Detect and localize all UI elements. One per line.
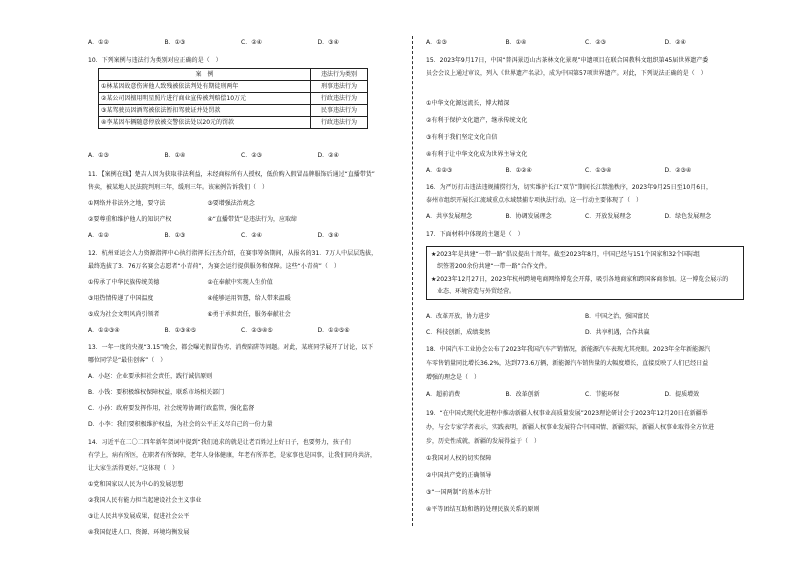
option-b: B．①④ <box>164 152 186 159</box>
case-cell: ④李某因车辆随意停放被交警依法处以20元的罚款 <box>99 117 311 129</box>
option-a: A．超前消费 <box>426 391 461 398</box>
option-c: C．节能环保 <box>585 391 620 398</box>
q10-options <box>88 153 394 159</box>
q19-line: 19．“在中国式现代化进程中推动新疆人权事业高质量发展”2023理论研讨会于2023年12月20日在新疆举 <box>426 410 708 417</box>
case-cell: ①林某因故意伤害他人致残被依法判处有期徒刑两年 <box>99 81 311 93</box>
q10-table <box>98 68 368 129</box>
option-b: B．①②④ <box>505 167 532 174</box>
q11-options <box>88 233 394 239</box>
column-divider <box>412 36 413 526</box>
q13-line: C．小孙：政府要发挥作用，社会统筹协调行政监管，强化监督 <box>88 405 255 412</box>
option-d: D．②④ <box>317 152 339 159</box>
type-cell: 民事违法行为 <box>311 105 368 117</box>
material-line: 织签署200余份共建“一带一路”合作文件。 <box>431 263 551 270</box>
q17-material-box <box>426 246 744 300</box>
q15-line: ②有利于保护文化遗产，继承传统文化 <box>426 117 528 124</box>
q17-stem: 17．下面材料中体现的主题是（ ） <box>426 231 524 238</box>
type-cell: 刑事违法行为 <box>311 81 368 93</box>
q11-line: ②要尊重和维护他人的知识产权 ④“直播带货”是违法行为，应取缔 <box>88 216 297 223</box>
q15-line: ④有利于让中华文化成为世界主导文化 <box>426 151 528 158</box>
type-cell: 行政违法行为 <box>311 117 368 129</box>
option-c: C．科技创新，成绩斐然 <box>426 329 491 336</box>
option-a: A．①②③ <box>426 167 453 174</box>
option-b: B．①③ <box>164 232 186 239</box>
option-b: B．①④ <box>505 39 527 46</box>
option-b: B．改革创新 <box>505 391 540 398</box>
option-b: B．中国之治，强国富民 <box>585 313 650 320</box>
q12-line: ⑤成为社会文明风尚引领者 ⑥勇于承担责任，服务奉献社会 <box>88 311 291 318</box>
q14-line: ②我国人民有能力担当起建设社会主义事业 <box>88 497 202 504</box>
q14-line: ①党和国家以人民为中心的发展思想 <box>88 481 184 488</box>
q13-line: D．小李：我们要积极维护权益，为社会的公平正义尽自己的一份力量 <box>88 421 273 428</box>
option-a: A．①②③④ <box>88 327 120 334</box>
option-b: B．①③④⑤ <box>164 327 197 334</box>
q14-line: 让大家生活得更好。”这体现（ ） <box>88 465 179 472</box>
option-a: A．①② <box>88 232 109 239</box>
option-c: C．②③④⑤ <box>241 327 273 334</box>
option-b: B．①③ <box>164 39 186 46</box>
option-d: D．绿色发展理念 <box>664 213 712 220</box>
q19-line: ①我国对人权的切实保障 <box>426 455 492 462</box>
q12-line: ①传承了中华民族传统美德 ②在奉献中实现人生价值 <box>88 279 273 286</box>
q16-line: 16．为严厉打击违法违规捕捞行为，切实维护长江“双节”期间长江禁渔秩序，2023年9月25日至10月6日， <box>426 184 713 191</box>
material-line: ★2023年12月27日，2023年杭州跨境电商网络博览会开幕，吸引各地商家和跨国客商参加。这一博览会展示的 <box>431 276 729 283</box>
option-a: A．①③ <box>88 152 109 159</box>
option-c: C．②③ <box>241 152 262 159</box>
table-row <box>99 93 368 105</box>
q13-line: 13．一年一度的央视“3.15”晚会，都会曝光假冒伪劣、消费陷阱等问题。对此，某班同学展开了讨论，以下 <box>88 344 374 351</box>
option-c: C．①③④ <box>585 167 612 174</box>
q15-line: ①中华文化源远流长，博大精深 <box>426 100 510 107</box>
header-case: 案 例 <box>99 69 311 81</box>
q10-stem: 10．下列案例与违法行为类别对应正确的是（ ） <box>88 57 222 64</box>
q19-line: 步，历史性成就，新疆的发展得益于（ ） <box>426 438 541 445</box>
case-cell: ③某驾驶员因酒驾被依法暂扣驾驶证并处罚款 <box>99 105 311 117</box>
option-d: D．②③④ <box>664 167 692 174</box>
option-c: C．②④ <box>241 232 262 239</box>
case-cell: ②某公司因擅用明星照片进行商业宣传被判赔偿10万元 <box>99 93 311 105</box>
q17-options-row2 <box>426 330 744 336</box>
q19-line: ②中国共产党的正确领导 <box>426 472 492 479</box>
q11-line: ①网络并非法外之地，要守法 ③要增强法治观念 <box>88 200 255 207</box>
q14-line: ④我国促进人口、资源、环境均衡发展 <box>88 529 190 536</box>
q14-line: ③让人民共享发展成果，促进社会公平 <box>88 513 190 520</box>
q13-line: A．小赵：企业要承担社会责任，践行诚信原则 <box>88 373 225 380</box>
q18-options <box>426 392 744 398</box>
q18-line: 18．中国汽车工业协会公布了2023年我国汽车产销情况，新能源汽车表现尤其亮眼。2023年全年新能源汽 <box>426 346 711 353</box>
q16-options <box>426 214 744 220</box>
header-type: 违法行为类别 <box>311 69 368 81</box>
table-row <box>99 81 368 93</box>
option-d: D．②④ <box>664 39 686 46</box>
material-line: 业态、环境营造与外贸经营。 <box>431 288 516 295</box>
option-d: D．③④ <box>317 39 339 46</box>
q14-line: 14．习近平在二〇二四年新年贺词中提到“我们追求的就是让老百姓过上好日子，也要努力，孩子们 <box>88 439 351 446</box>
q12-line: 最终选拔了3．76万名赛会志愿者“小青荷”，为赛会运行提供服务和保障。这些“小青荷”（ ） <box>88 263 340 270</box>
q19-line: ④平等团结互助和谐的处理民族关系的原则 <box>426 506 540 513</box>
q18-line: 增强的理念是（ ） <box>426 374 481 381</box>
prev-question-options <box>88 40 394 46</box>
q16-line: 泰州市组织开展长江流域重点水域禁捕专项执法行动。这一行动主要体现了（ ） <box>426 197 643 204</box>
option-c: C．②④ <box>241 39 262 46</box>
q14-line: 有学上，病有所医，在职者有所保障，老年人身体健康，年老有所养老，是家事也是国事，让我们同舟共济， <box>88 452 377 459</box>
option-d: D．提质增效 <box>664 391 700 398</box>
q11-line: 售卖，被某地人民法院判刑三年，缓刑三年。该案例告诉我们（ ） <box>88 184 269 191</box>
q12-line: ③用热情传递了中国温度 ④能够运用智慧，给人带来温暖 <box>88 295 291 302</box>
q12-line: 12．杭州亚运会人力资源指挥中心执行指挥长汪杰介绍，在赛事筹备期间，从报名的31．7万人中层层选拔， <box>88 250 378 257</box>
option-d: D．①②⑤⑥ <box>317 327 350 334</box>
type-cell: 行政违法行为 <box>311 93 368 105</box>
q11-line: 11．【案例在线】楚吉人因为获取非法利益，未经商标所有人授权，低价购入假冒品牌服饰后通过“直播带货” <box>88 171 375 178</box>
q15-line: ③有利于我们坚定文化自信 <box>426 134 498 141</box>
q15-line: 15．2023年9月17日，中国“普洱景迈山古茶林文化景观”申遗项目在联合国教科文组织第45届世界遗产委 <box>426 57 709 64</box>
option-c: C．开放发展理念 <box>585 213 632 220</box>
q17-options-row1 <box>426 314 744 320</box>
option-a: A．共享发展理念 <box>426 213 473 220</box>
q13-line: 哪位同学是“最佳创客”（ ） <box>88 357 167 364</box>
q13-line: B．小钱：要积极维权保障权益，联系市场相关部门 <box>88 389 225 396</box>
option-d: D．③④ <box>317 232 339 239</box>
table-row <box>99 105 368 117</box>
material-line: ★2023年是共建“一带一路”倡议提出十周年。截至2023年8月，中国已经与151个国家和32个国际组 <box>431 251 701 258</box>
option-c: C．②③ <box>585 39 606 46</box>
table-header <box>99 69 368 81</box>
q15-line: 员会会议上通过审议，列入《世界遗产名录》，成为中国第57项世界遗产。对此，下列说法正确的是（ ） <box>426 70 707 77</box>
option-a: A．①③ <box>426 39 447 46</box>
q15-options <box>426 168 744 174</box>
table-row <box>99 117 368 129</box>
option-a: A．①② <box>88 39 109 46</box>
q19-line: ③“一国两制”的基本方针 <box>426 489 492 496</box>
q19-line: 办，与会专家学者表示，实践表明，新疆人权事业发展符合中国国情、新疆实际，新疆人权事业取得全方位进 <box>426 424 715 431</box>
q18-line: 车零售销量同比增长36.2%，达到773.6万辆，新能源汽车销售量的大幅度增长，直接反映了人们已经日益 <box>426 360 709 367</box>
option-b: B．协调发展理念 <box>505 213 552 220</box>
prev-question-options <box>426 40 744 46</box>
q12-options <box>88 328 394 334</box>
option-d: D．共享机遇，合作共赢 <box>585 329 650 336</box>
option-a: A．改革开放，协力进步 <box>426 313 491 320</box>
